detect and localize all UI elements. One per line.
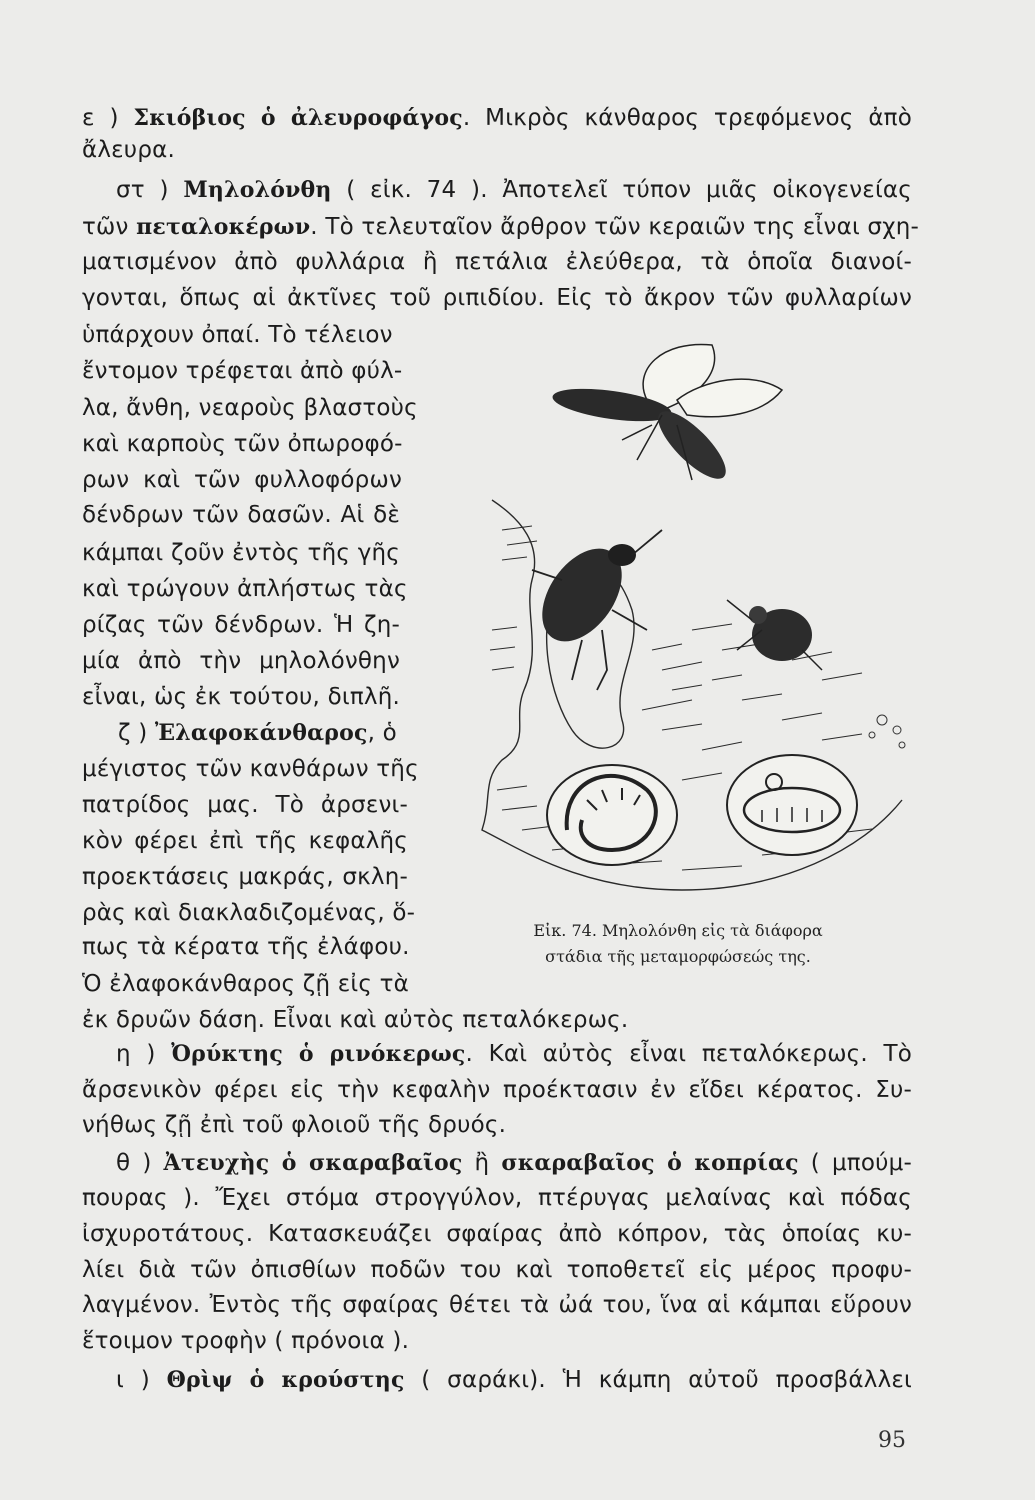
text-line: στ ) Μηλολόνθη ( εἰκ. 74 ). Ἀποτελεῖ τύπον μιᾶς οἰκογενείας — [116, 177, 912, 203]
text-line: ὑπάρχουν ὀπαί. Τὸ τέλειον — [82, 322, 393, 348]
text-line: καὶ καρποὺς τῶν ὀπωροφό- — [82, 431, 403, 457]
text-line: ρων καὶ τῶν φυλλοφόρων — [82, 467, 402, 493]
text-line: γονται, ὅπως αἱ ἀκτῖνες τοῦ ριπιδίου. Εἰς τὸ ἄκρον τῶν φυλλαρίων — [82, 285, 912, 311]
text-line: λίει διὰ τῶν ὀπισθίων ποδῶν του καὶ τοποθετεῖ εἰς μέρος προφυ- — [82, 1257, 912, 1283]
text-line: ε ) Σκιόβιος ὁ ἀλευροφάγος. Μικρὸς κάνθαρος τρεφόμενος ἀπὸ — [82, 105, 913, 131]
term-petalokeron: πεταλοκέρων — [136, 214, 311, 240]
text-line: καὶ τρώγουν ἀπλήστως τὰς — [82, 576, 408, 602]
text-line: ἔντομον τρέφεται ἀπὸ φύλ- — [82, 358, 403, 384]
text-line: ἕτοιμον τροφὴν ( πρόνοια ). — [82, 1328, 410, 1354]
text-line: θ ) Ἀτευχὴς ὁ σκαραβαῖος ἢ σκαραβαῖος ὁ κοπρίας ( μπούμ- — [116, 1150, 912, 1176]
text-line: δένδρων τῶν δασῶν. Αἱ δὲ — [82, 502, 400, 528]
text-line: Ὁ ἐλαφοκάνθαρος ζῇ εἰς τὰ — [82, 971, 409, 997]
text-line: κάμπαι ζοῦν ἐντὸς τῆς γῆς — [82, 540, 400, 566]
heading-oryktes: Ὀρύκτης ὁ ρινόκερως — [171, 1041, 466, 1067]
text-line: προεκτάσεις μακράς, σκλη- — [82, 864, 408, 890]
flying-beetle-drawing — [551, 344, 782, 488]
heading-melolonthe: Μηλολόνθη — [183, 177, 332, 203]
text-line: μέγιστος τῶν κανθάρων τῆς — [82, 756, 419, 782]
text-line: λα, ἄνθη, νεαροὺς βλαστοὺς — [82, 395, 418, 421]
figure-74-illustration — [462, 330, 924, 910]
term-skarabaios-kopria: σκαραβαῖος ὁ κοπρίας — [501, 1150, 799, 1176]
text-line: πως τὰ κέρατα τῆς ἐλάφου. — [82, 934, 410, 960]
heading-elafokantharos: Ἐλαφοκάνθαρος — [154, 720, 368, 746]
heading-thrips: Θρὶψ ὁ κρούστης — [166, 1367, 405, 1393]
text-line: ἐκ δρυῶν δάση. Εἶναι καὶ αὐτὸς πεταλόκερως. — [82, 1007, 629, 1033]
text-line: ἄλευρα. — [82, 137, 175, 163]
text-line: ζ ) Ἐλαφοκάνθαρος, ὁ — [118, 720, 397, 746]
text-line: ρὰς καὶ διακλαδιζομένας, ὅ- — [82, 900, 416, 926]
text-line: κὸν φέρει ἐπὶ τῆς κεφαλῆς — [82, 828, 408, 854]
small-beetle-drawing — [727, 600, 822, 670]
text-line: μία ἀπὸ τὴν μηλολόνθην — [82, 648, 400, 674]
text-line: νήθως ζῇ ἐπὶ τοῦ φλοιοῦ τῆς δρυός. — [82, 1112, 507, 1138]
text-line: ρίζας τῶν δένδρων. Ἡ ζη- — [82, 612, 400, 638]
larva-drawing — [547, 765, 677, 865]
text-line: τῶν πεταλοκέρων. Τὸ τελευταῖον ἄρθρον τῶν κεραιῶν της εἶναι σχη- — [82, 214, 919, 240]
pupa-drawing — [727, 755, 857, 855]
figure-caption-line2: στάδια τῆς μεταμορφώσεώς της. — [545, 947, 811, 966]
crawling-beetle-drawing — [526, 530, 662, 690]
heading-skiobios: Σκιόβιος ὁ ἀλευροφάγος — [133, 105, 463, 131]
heading-ateuches: Ἀτευχὴς ὁ σκαραβαῖος — [163, 1150, 463, 1176]
text-line: ματισμένον ἀπὸ φυλλάρια ἢ πετάλια ἐλεύθερα, τὰ ὁποῖα διανοί- — [82, 249, 912, 275]
text-line: λαγμένον. Ἐντὸς τῆς σφαίρας θέτει τὰ ὠά του, ἵνα αἱ κάμπαι εὕρουν — [82, 1292, 912, 1318]
text-line: εἶναι, ὡς ἐκ τούτου, διπλῆ. — [82, 684, 400, 710]
text-line: ι ) Θρὶψ ὁ κρούστης ( σαράκι). Ἡ κάμπη αὐτοῦ προσβάλλει — [116, 1367, 912, 1393]
text-line: η ) Ὀρύκτης ὁ ρινόκερως. Καὶ αὐτὸς εἶναι πεταλόκερως. Τὸ — [116, 1041, 912, 1067]
figure-caption-line1: Εἰκ. 74. Μηλολόνθη εἰς τὰ διάφορα — [533, 921, 823, 940]
page-number: 95 — [878, 1428, 906, 1453]
text-line: πουρας ). Ἔχει στόμα στρογγύλον, πτέρυγας μελαίνας καὶ πόδας — [82, 1185, 912, 1211]
text-line: πατρίδος μας. Τὸ ἀρσενι- — [82, 792, 408, 818]
text-line: ἄρσενικὸν φέρει εἰς τὴν κεφαλὴν προέκτασιν ἐν εἴδει κέρατος. Συ- — [82, 1077, 912, 1103]
text-line: ἰσχυροτάτους. Κατασκευάζει σφαίρας ἀπὸ κόπρον, τὰς ὁποίας κυ- — [82, 1221, 912, 1247]
